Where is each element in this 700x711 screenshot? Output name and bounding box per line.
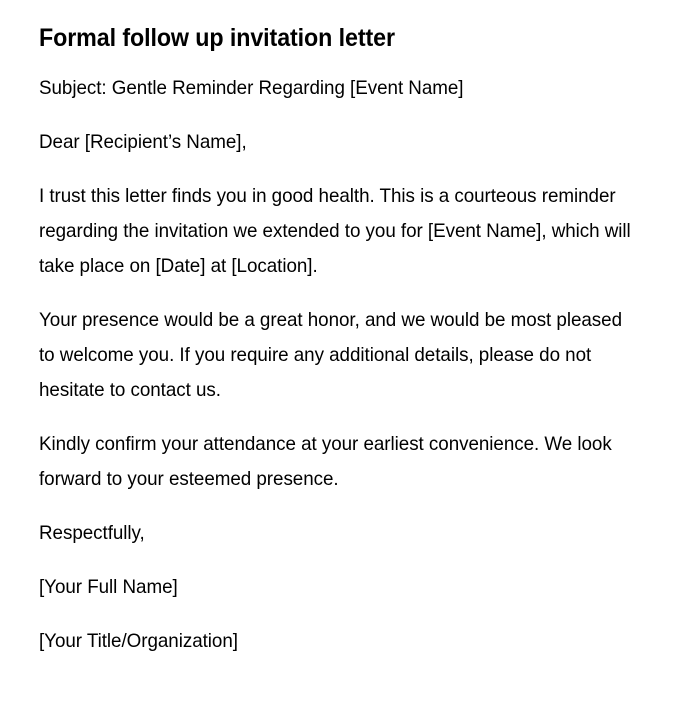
signature-name: [Your Full Name] [39,576,178,598]
body-paragraph-2: Your presence would be a great honor, and we would be most pleased to welcome you. If you require any additional details, please do not hesitate to contact us. [39,309,623,401]
body-paragraph-1: I trust this letter finds you in good health. This is a courteous reminder regarding the invitation we extended to you for [Event Name], which will take place on [Date] at [Location]. [39,185,631,277]
salutation: Dear [Recipient’s Name], [39,131,247,153]
subject-line: Subject: Gentle Reminder Regarding [Event Name] [39,77,464,99]
body-paragraph-3: Kindly confirm your attendance at your earliest convenience. We look forward to your esteemed presence. [39,433,612,490]
closing-salutation: Respectfully, [39,522,145,544]
letter-body [39,71,661,659]
page-title: Formal follow up invitation letter [39,24,395,52]
signature-title: [Your Title/Organization] [39,630,238,652]
